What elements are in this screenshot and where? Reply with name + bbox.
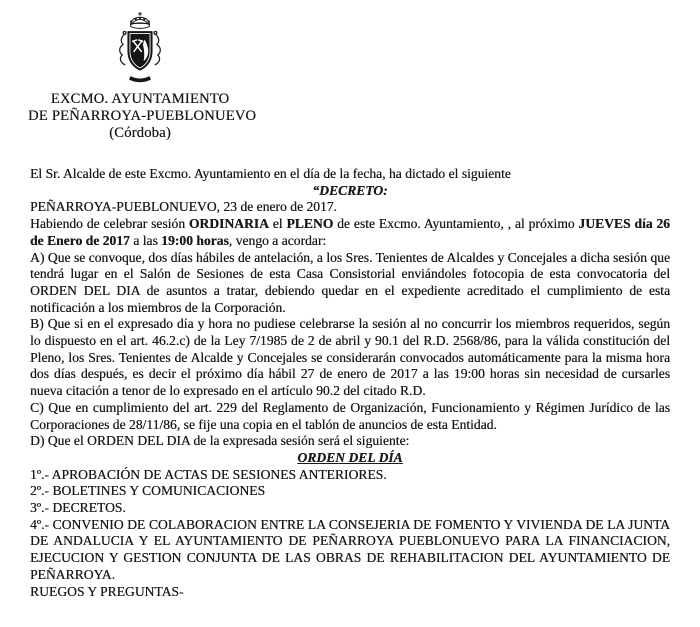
intro-line: El Sr. Alcalde de este Excmo. Ayuntamiento en el día de la fecha, ha dictado el siguiente [30,166,511,181]
org-name-line2: DE PEÑARROYA-PUEBLONUEVO [28,108,257,124]
agenda-item-2: 2º.- BOLETINES Y COMUNICACIONES [30,483,266,499]
org-name-line1: EXCMO. AYUNTAMIENTO [50,91,230,107]
agenda-heading: ORDEN DEL DÍA [297,449,403,465]
agenda-item-3: 3º.- DECRETOS. [30,500,126,516]
coat-of-arms-icon [114,10,166,86]
decree-body [30,166,670,600]
agenda-item-1: 1º.- APROBACIÓN DE ACTAS DE SESIONES ANTERIORES. [30,466,387,482]
clause-d: D) Que el ORDEN DEL DIA de la expresada sesión será el siguiente: [30,433,410,449]
letterhead [28,10,257,142]
org-province: (Córdoba) [109,125,171,141]
clause-c: C) Que en cumplimiento del art. 229 del Reglamento de Organización, Funcionamiento y Régimen Jurídico de las Corporaciones de 28/11/86, se fije una copia en el tablón de anuncios de esta Entidad. [30,399,670,432]
closing-line: RUEGOS Y PREGUNTAS- [30,583,184,599]
agenda-item-4: 4º.- CONVENIO DE COLABORACION ENTRE LA CONSEJERIA DE FOMENTO Y VIVIENDA DE LA JUNTA DE ANDALUCIA Y EL AYUNTAMIENTO DE PEÑARROYA PUEBLONUEVO PARA LA FINANCIACION, EJECUCION Y GESTION CONJUNTA DE LAS OBRAS DE REHABILITACION DEL AYUNTAMIENTO DE PEÑARROYA. [30,516,670,582]
decree-heading: “DECRETO: [312,182,388,198]
clause-a: A) Que se convoque, dos días hábiles de antelación, a los Sres. Tenientes de Alcaldes y Concejales a dicha sesión que tendrá lugar en el Salón de Sesiones de esta Casa Consistorial enviándoles fotocopia de esta convocatoria del ORDEN DEL DIA de asuntos a tratar, debiendo quedar en el expediente acreditado el cumplimiento de esta notificación a los miembros de la Corporación. [30,249,670,315]
place-date-line: PEÑARROYA-PUEBLONUEVO, 23 de enero de 2017. [30,199,337,215]
convening-paragraph: Habiendo de celebrar sesión ORDINARIA el PLENO de este Excmo. Ayuntamiento, , al próximo JUEVES día 26 de Enero de 2017 a las 19:00 horas, vengo a acordar: [30,216,670,248]
clause-b: B) Que si en el expresado día y hora no pudiese celebrarse la sesión al no concurrir los miembros requeridos, según lo dispuesto en el art. 46.2.c) de la Ley 7/1985 de 2 de abril y 90.1 del R.D. 2568/86, para la válida constitución del Pleno, los Sres. Tenientes de Alcalde y Concejales se considerarán convocados automáticamente para la misma hora dos días después, es decir el próximo día hábil 27 de enero de 2017 a las 19:00 horas sin necesidad de cursarles nueva citación a tenor de lo expresado en el artículo 90.2 del citado R.D. [30,316,670,399]
